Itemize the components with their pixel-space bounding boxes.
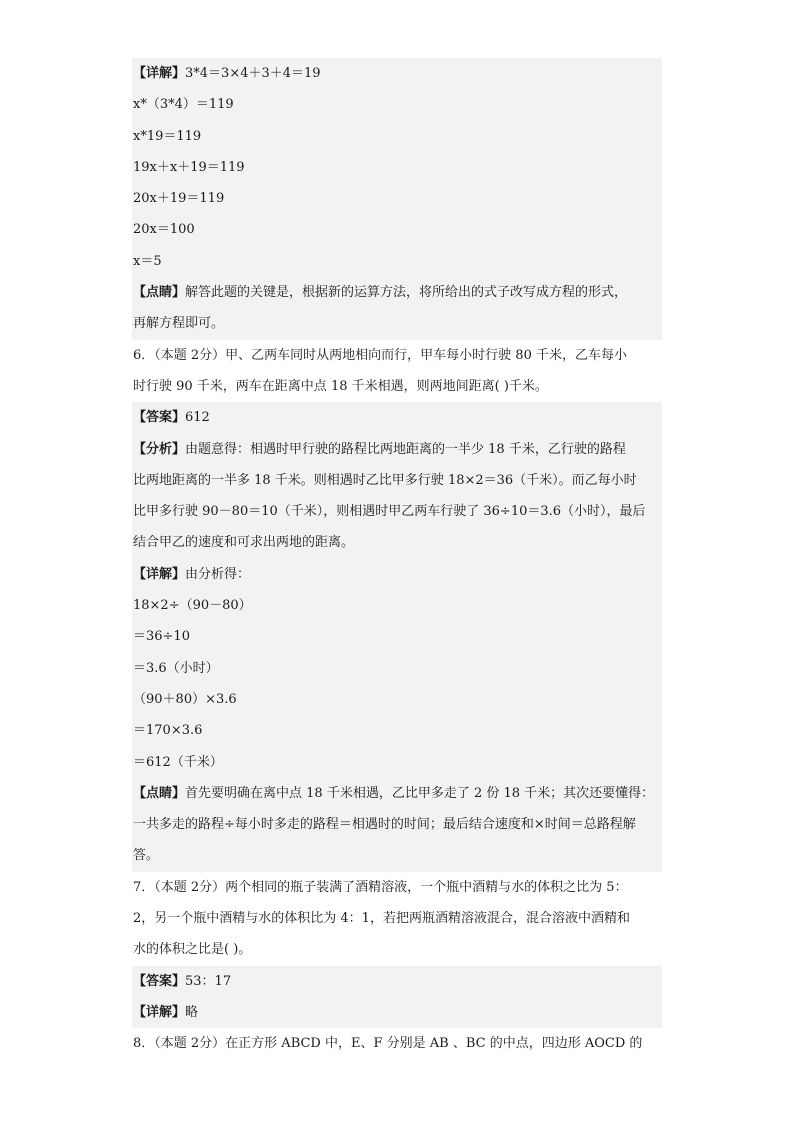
line-text: x*（3*4）＝119 [133, 97, 234, 113]
line-text: 结合甲乙的速度和可求出两地的距离。 [133, 535, 355, 551]
line-text: 2，另一个瓶中酒精与水的体积比为 4：1，若把两瓶酒精溶液混合，混合溶液中酒精和 [133, 911, 630, 927]
line-text: （90＋80）×3.6 [133, 691, 237, 707]
text-line [132, 809, 662, 840]
line-text: 水的体积之比是( )。 [133, 942, 252, 958]
line-text: 20x＋19＝119 [133, 191, 225, 207]
section-label: 【详解】 [133, 566, 186, 582]
line-text: 612 [185, 410, 210, 426]
text-line [132, 590, 662, 621]
line-text: ＝612（千米） [133, 754, 223, 770]
line-text: ＝36÷10 [133, 629, 190, 645]
text-line [132, 997, 662, 1028]
question-line [132, 872, 662, 903]
text-line [132, 715, 662, 746]
text-line [132, 58, 662, 89]
text-line [132, 183, 662, 214]
line-text: 19x＋x＋19＝119 [133, 159, 245, 175]
line-text: ＝3.6（小时） [133, 660, 219, 676]
text-line [132, 308, 662, 339]
section-label: 【详解】 [133, 66, 186, 81]
section-label: 【详解】 [133, 1004, 186, 1020]
text-line [132, 246, 662, 277]
line-text: 由题意得：相遇时甲行驶的路程比两地距离的一半少 18 千米，乙行驶的路程 [185, 441, 626, 457]
section-label: 【答案】 [133, 973, 186, 989]
text-line [132, 621, 662, 652]
line-text: 时行驶 90 千米，两车在距离中点 18 千米相遇，则两地间距离( )千米。 [133, 378, 548, 394]
line-text: x*19＝119 [133, 128, 202, 144]
question-line [132, 371, 662, 402]
line-text: 由分析得： [185, 566, 251, 582]
text-line [132, 496, 662, 527]
text-line [132, 214, 662, 245]
question-line [132, 934, 662, 965]
text-line [132, 559, 662, 590]
text-line [132, 653, 662, 684]
text-line [132, 121, 662, 152]
section-label: 【答案】 [133, 410, 186, 426]
document-page [132, 58, 662, 1060]
line-text: 8．（本题 2分）在正方形 ABCD 中，E、F 分别是 AB 、BC 的中点，四边形 AOCD 的 [133, 1036, 643, 1052]
line-text: 20x＝100 [133, 222, 195, 238]
text-line [132, 840, 662, 871]
line-text: 18×2÷（90－80） [133, 598, 252, 614]
line-text: 7．（本题 2分）两个相同的瓶子装满了酒精溶液，一个瓶中酒精与水的体积之比为 5： [133, 879, 628, 895]
text-line [132, 747, 662, 778]
text-line [132, 152, 662, 183]
text-line [132, 778, 662, 809]
line-text: 比甲多行驶 90－80＝10（千米），则相遇时甲乙两车行驶了 36÷10＝3.6（小时），最后 [133, 504, 646, 520]
line-text: 53：17 [185, 973, 232, 989]
line-text: ＝170×3.6 [133, 723, 203, 739]
line-text: 答。 [133, 848, 160, 864]
line-text: 6．（本题 2分）甲、乙两车同时从两地相向而行，甲车每小时行驶 80 千米，乙车每小 [133, 347, 627, 363]
line-text: 再解方程即可。 [133, 316, 225, 332]
text-line [132, 966, 662, 997]
line-text: x＝5 [133, 253, 162, 269]
line-text: 3*4＝3×4＋3＋4＝19 [185, 66, 321, 81]
section-label: 【点睛】 [133, 785, 186, 801]
text-line [132, 434, 662, 465]
line-text: 解答此题的关键是，根据新的运算方法，将所给出的式子改写成方程的形式， [185, 285, 628, 301]
text-line [132, 89, 662, 120]
line-text: 首先要明确在离中点 18 千米相遇，乙比甲多走了 2 份 18 千米；其次还要懂得： [185, 785, 655, 801]
section-label: 【点睛】 [133, 285, 186, 301]
line-text: 略 [185, 1004, 199, 1020]
text-line [132, 277, 662, 308]
text-line [132, 402, 662, 433]
question-line [132, 1028, 662, 1059]
question-line [132, 340, 662, 371]
question-line [132, 903, 662, 934]
text-line [132, 684, 662, 715]
line-text: 比两地距离的一半多 18 千米。则相遇时乙比甲多行驶 18×2＝36（千米）。而乙每小时 [133, 472, 637, 488]
text-line [132, 527, 662, 558]
section-label: 【分析】 [133, 441, 186, 457]
text-line [132, 465, 662, 496]
line-text: 一共多走的路程÷每小时多走的路程＝相遇时的时间；最后结合速度和×时间＝总路程解 [133, 817, 636, 833]
